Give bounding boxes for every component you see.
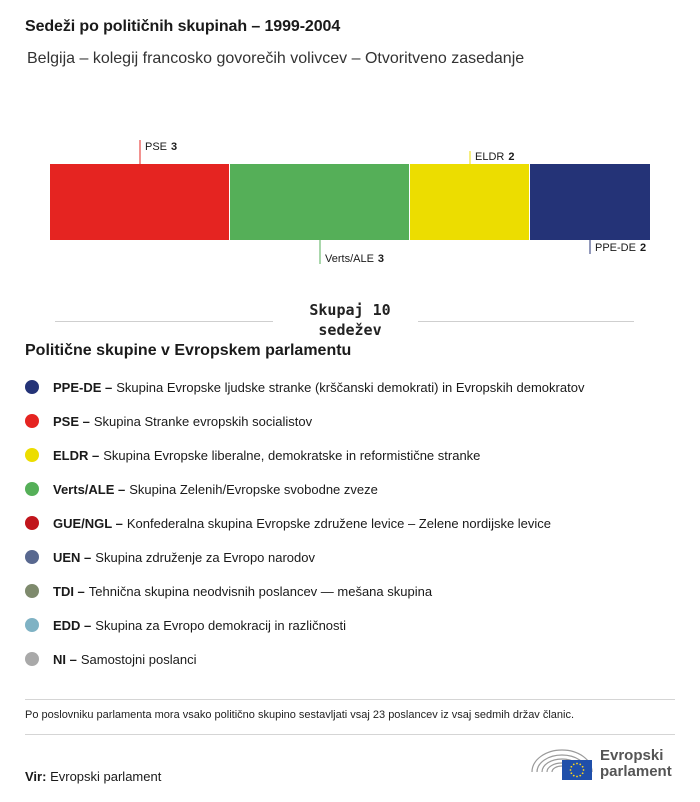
legend-abbr: PPE-DE –: [53, 379, 113, 395]
eu-star: [573, 775, 575, 777]
legend-swatch: [25, 584, 39, 598]
legend-abbr: EDD –: [53, 617, 92, 633]
legend-description: Skupina Stranke evropskih socialistov: [93, 413, 313, 429]
stacked-bar-chart: [0, 130, 700, 280]
eu-star: [576, 763, 578, 765]
legend-description: Skupina Evropske ljudske stranke (krščanski demokrati) in Evropskih demokratov: [116, 379, 585, 395]
footnote: Po poslovniku parlamenta mora vsako politično skupino sestavljati vsaj 23 poslancev iz vsaj sedmih držav članic.: [25, 709, 575, 721]
legend-item: [25, 438, 685, 472]
bar-label-value: 3: [377, 253, 385, 265]
legend-description: Tehnična skupina neodvisnih poslancev — mešana skupina: [88, 583, 433, 599]
source-credit: [25, 769, 161, 784]
legend-swatch: [25, 550, 39, 564]
european-parliament-wordmark: [600, 748, 672, 780]
bar-label-value: 2: [508, 151, 515, 163]
bar-label: [145, 141, 177, 153]
eu-star: [570, 769, 572, 771]
eu-star: [579, 775, 581, 777]
legend-abbr: NI –: [53, 651, 77, 667]
eu-star: [583, 769, 585, 771]
legend-item: [25, 472, 685, 506]
legend-item: [25, 642, 685, 676]
legend-description: Skupina za Evropo demokracij in različnosti: [95, 617, 347, 633]
eu-star: [579, 763, 581, 765]
eu-star: [582, 766, 584, 768]
bar-label: [325, 253, 384, 265]
total-seats-line2: sedežev: [318, 321, 382, 339]
source-value: Evropski parlament: [50, 769, 162, 784]
legend: [25, 370, 685, 676]
legend-description: Skupina Zelenih/Evropske svobodne zveze: [129, 481, 378, 497]
bar-label: [475, 151, 514, 163]
legend-swatch: [25, 652, 39, 666]
legend-description: Skupina združenje za Evropo narodov: [95, 549, 315, 565]
legend-item: [25, 404, 685, 438]
legend-title: Politične skupine v Evropskem parlamentu: [25, 342, 352, 359]
bar-label-name: PPE-DE: [595, 242, 636, 254]
chart-subtitle: Belgija – kolegij francosko govorečih volivcev – Otvoritveno zasedanje: [27, 50, 525, 67]
legend-abbr: Verts/ALE –: [53, 481, 126, 497]
bar-segment-pse: [50, 164, 229, 240]
legend-swatch: [25, 516, 39, 530]
legend-item: [25, 608, 685, 642]
bar-label-name: PSE: [145, 141, 168, 153]
eu-star: [570, 772, 572, 774]
eu-star: [576, 776, 578, 778]
legend-item: [25, 540, 685, 574]
footnote-rule-bottom: [25, 734, 675, 735]
legend-swatch: [25, 380, 39, 394]
eu-star: [582, 772, 584, 774]
footnote-rule-top: [25, 699, 675, 700]
bar-segment-verts-ale: [230, 164, 409, 240]
bar-label-value: 2: [639, 242, 647, 254]
legend-abbr: UEN –: [53, 549, 92, 565]
legend-abbr: ELDR –: [53, 447, 100, 463]
legend-swatch: [25, 482, 39, 496]
legend-item: [25, 506, 685, 540]
bar-label-name: ELDR: [475, 151, 505, 163]
eu-star: [573, 763, 575, 765]
bar-segment-ppe-de: [530, 164, 650, 240]
legend-abbr: TDI –: [53, 583, 85, 599]
legend-abbr: GUE/NGL –: [53, 515, 123, 531]
legend-description: Skupina Evropske liberalne, demokratske in reformistične stranke: [103, 447, 481, 463]
legend-swatch: [25, 618, 39, 632]
chart-title: Sedeži po političnih skupinah – 1999-2004: [25, 18, 341, 35]
legend-swatch: [25, 448, 39, 462]
logo-line1: Evropski: [600, 747, 664, 764]
total-seats-label: [290, 300, 410, 340]
total-divider-left: [55, 321, 273, 322]
legend-description: Konfederalna skupina Evropske združene levice – Zelene nordijske levice: [126, 515, 552, 531]
eu-star: [570, 766, 572, 768]
source-key: Vir:: [25, 769, 47, 784]
logo-line2: parlament: [600, 763, 672, 780]
bar-label-value: 3: [171, 141, 178, 153]
legend-item: [25, 574, 685, 608]
legend-abbr: PSE –: [53, 413, 90, 429]
legend-swatch: [25, 414, 39, 428]
total-seats-line1: Skupaj 10: [309, 301, 391, 319]
legend-description: Samostojni poslanci: [80, 651, 197, 667]
legend-item: [25, 370, 685, 404]
total-divider-right: [418, 321, 634, 322]
bar-label: [595, 242, 646, 254]
bar-label-name: Verts/ALE: [325, 253, 374, 265]
bar-segment-eldr: [410, 164, 529, 240]
